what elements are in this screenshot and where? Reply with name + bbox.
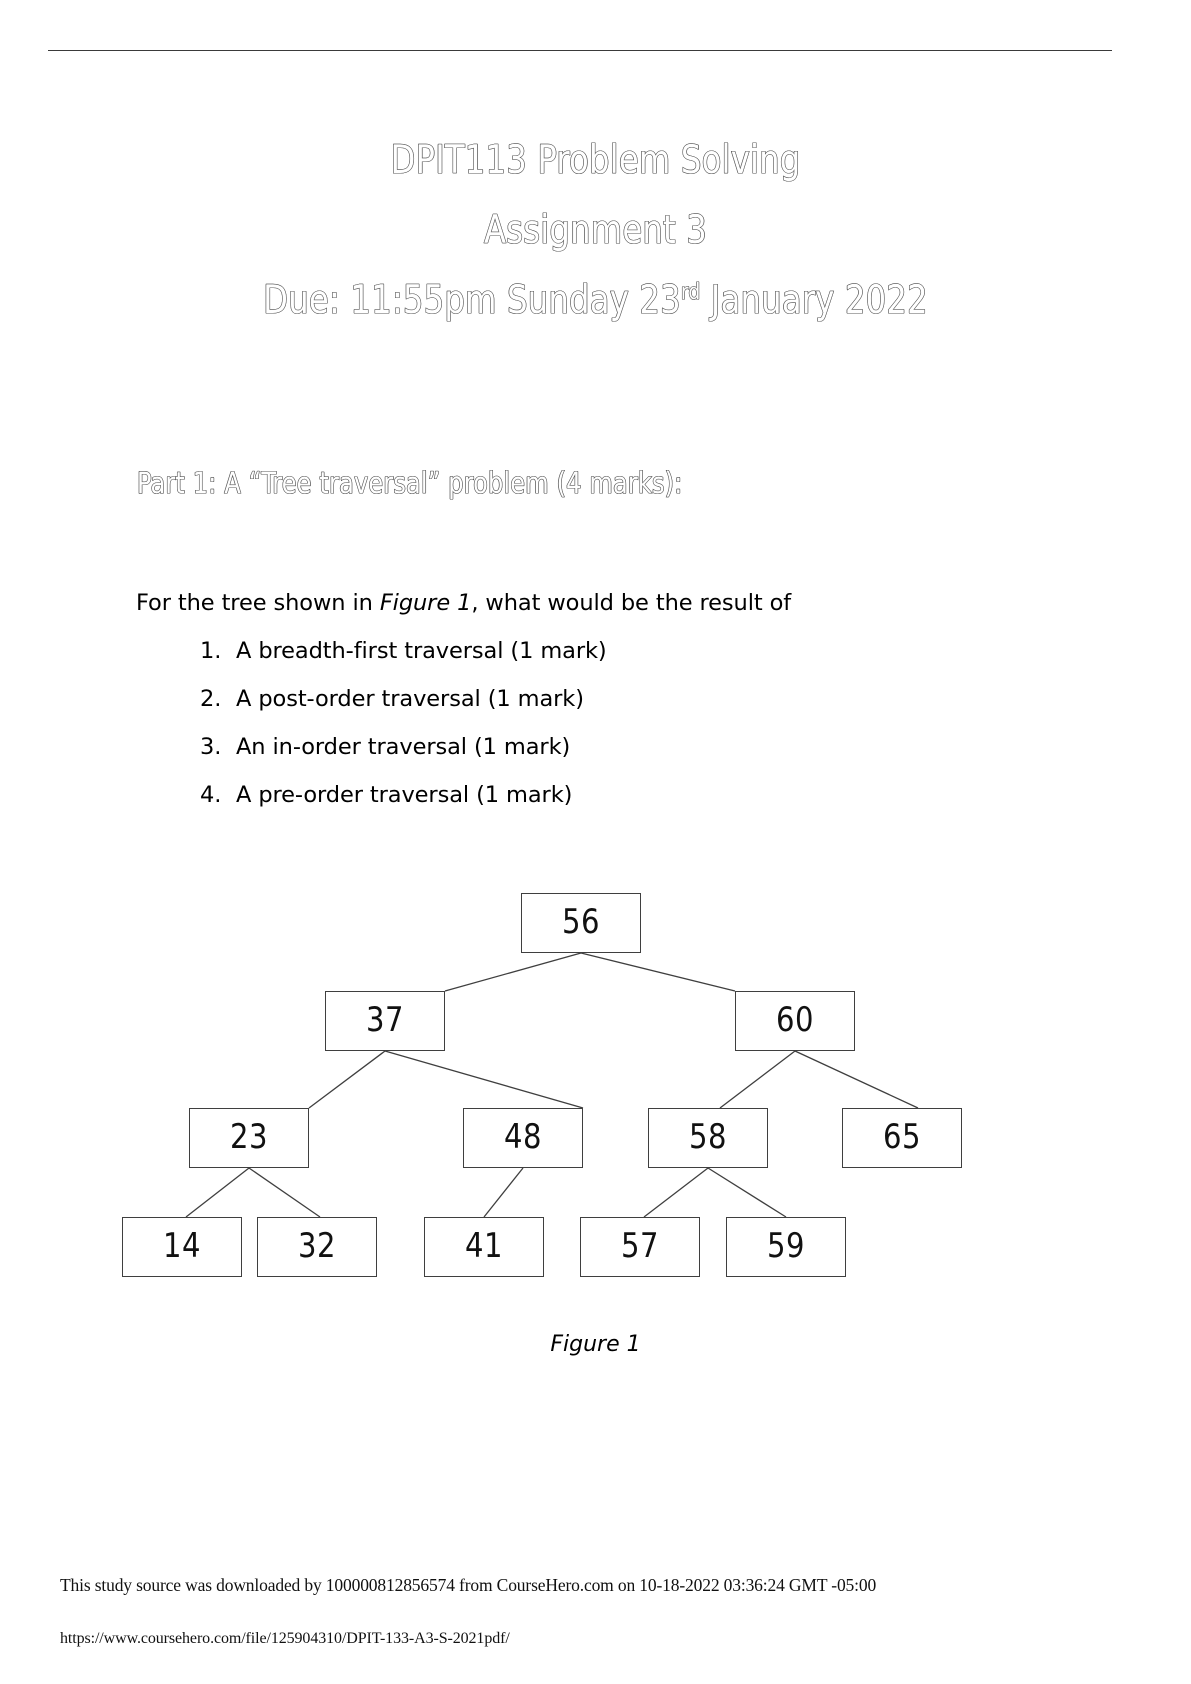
tree-node-value: 59 <box>767 1226 805 1266</box>
tree-node <box>325 991 445 1051</box>
section-heading-part-1: Part 1: A “Tree traversal” problem (4 marks): <box>137 466 683 500</box>
tree-edge <box>720 1051 795 1108</box>
tree-node-value: 41 <box>465 1226 503 1266</box>
list-item-label: An in-order traversal (1 mark) <box>236 734 571 760</box>
tree-node <box>521 893 641 953</box>
tree-node-value: 14 <box>163 1226 201 1266</box>
header-divider <box>48 50 1112 51</box>
tree-node <box>580 1217 700 1277</box>
tree-node <box>257 1217 377 1277</box>
tree-edge <box>309 1051 385 1108</box>
due-date-line <box>48 266 1144 336</box>
list-item <box>200 636 900 684</box>
tree-node-value: 56 <box>562 902 600 942</box>
tree-node <box>424 1217 544 1277</box>
tree-edge <box>186 1168 249 1217</box>
list-item-number: 4. <box>200 782 222 808</box>
tree-edge <box>581 953 735 991</box>
tree-node <box>735 991 855 1051</box>
tree-node-value: 65 <box>883 1117 921 1157</box>
figure-caption: Figure 1 <box>550 1332 641 1357</box>
list-item-number: 3. <box>200 734 222 760</box>
tree-node <box>842 1108 962 1168</box>
tree-node-value: 58 <box>689 1117 727 1157</box>
tree-node <box>189 1108 309 1168</box>
title-block <box>0 126 1191 336</box>
tree-node <box>463 1108 583 1168</box>
tree-node <box>726 1217 846 1277</box>
tree-edge <box>708 1168 786 1217</box>
tree-edge <box>385 1051 583 1108</box>
tree-node <box>122 1217 242 1277</box>
tree-node-value: 23 <box>230 1117 268 1157</box>
tree-edge <box>249 1168 320 1217</box>
tree-node-value: 37 <box>366 1000 404 1040</box>
tree-node-value: 48 <box>504 1117 542 1157</box>
list-item <box>200 732 900 780</box>
tree-edge <box>644 1168 708 1217</box>
due-date-suffix: January 2022 <box>700 278 928 323</box>
list-item-number: 2. <box>200 686 222 712</box>
intro-figure-reference: Figure 1 <box>379 590 472 616</box>
tree-edge <box>484 1168 523 1217</box>
intro-text-after: , what would be the result of <box>471 590 792 616</box>
document-title-line-1: DPIT113 Problem Solving <box>390 138 801 183</box>
document-title-line-2: Assignment 3 <box>483 208 708 253</box>
list-item-label: A post-order traversal (1 mark) <box>236 686 584 712</box>
intro-paragraph <box>136 588 791 618</box>
tree-node <box>648 1108 768 1168</box>
list-item-number: 1. <box>200 638 222 664</box>
list-item <box>200 684 900 732</box>
binary-tree-figure <box>0 880 1191 1350</box>
tree-edge <box>795 1051 918 1108</box>
coursehero-source-url[interactable]: https://www.coursehero.com/file/125904310/DPIT-133-A3-S-2021pdf/ <box>60 1630 510 1647</box>
list-item <box>200 780 900 828</box>
list-item-label: A pre-order traversal (1 mark) <box>236 782 573 808</box>
coursehero-download-note: This study source was downloaded by 100000812856574 from CourseHero.com on 10-18-2022 03:36:24 GMT -05:00 <box>60 1575 877 1595</box>
tree-edge <box>445 953 581 991</box>
tree-node-value: 57 <box>621 1226 659 1266</box>
intro-text-before: For the tree shown in <box>136 590 380 616</box>
due-date-ordinal: rd <box>680 279 701 305</box>
question-list <box>200 636 900 828</box>
tree-node-value: 32 <box>298 1226 336 1266</box>
tree-node-value: 60 <box>776 1000 814 1040</box>
list-item-label: A breadth-first traversal (1 mark) <box>236 638 607 664</box>
due-date-prefix: Due: 11:55pm Sunday 23 <box>263 278 681 323</box>
